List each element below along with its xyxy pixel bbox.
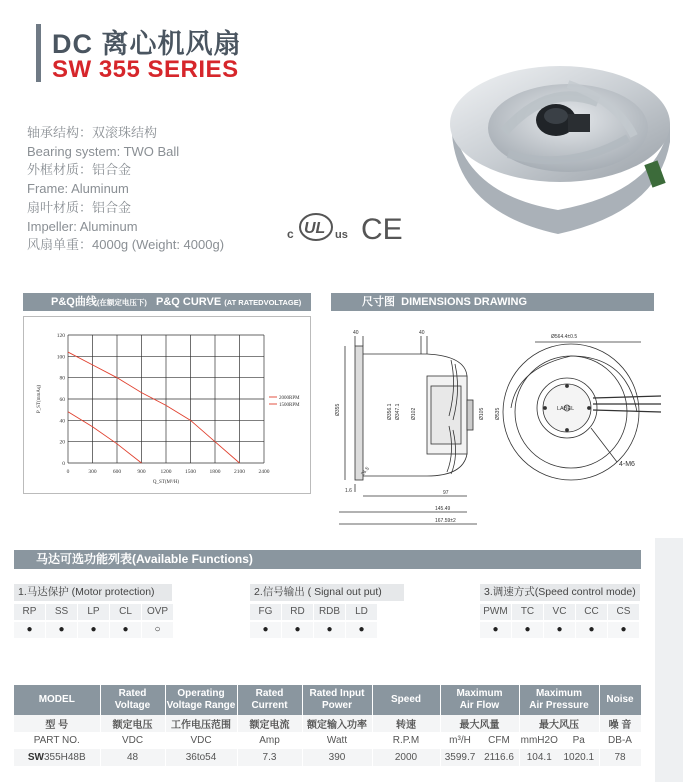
td-speed: 2000	[372, 749, 440, 766]
func-label: RP	[14, 604, 45, 620]
func-mark: ●	[346, 622, 377, 638]
pq-title-cn: P&Q曲线	[51, 296, 97, 308]
func-cell	[78, 604, 109, 638]
spec-impeller-en: Impeller: Aluminum	[27, 218, 138, 234]
spec-frame-cn: 外框材质：铝合金	[27, 162, 132, 178]
td-model	[14, 749, 100, 766]
td-unit: VDC	[165, 732, 237, 749]
spec-bearing-en: Bearing system: TWO Ball	[27, 143, 180, 159]
th-noise	[599, 685, 641, 715]
x-tick-label: 1800	[209, 469, 221, 475]
func-mark: ●	[282, 622, 313, 638]
dim-label-40a: 40	[353, 330, 359, 336]
func-cell	[512, 604, 543, 638]
td-unit-pressure	[519, 732, 599, 749]
spec-bearing-cn: 轴承结构：双滚珠结构	[27, 125, 158, 140]
th-noise-text: Noise	[606, 694, 634, 705]
func-mark: ●	[110, 622, 141, 638]
dim-label-105: Ø105	[479, 407, 485, 420]
x-tick-label: 2100	[234, 469, 245, 475]
fan-product-image	[438, 62, 678, 242]
func-label: OVP	[142, 604, 173, 620]
func-label: PWM	[480, 604, 511, 620]
td-cn: 额定电压	[100, 715, 165, 732]
dim-label-102: Ø102	[411, 407, 417, 420]
x-tick-label: 1200	[160, 469, 172, 475]
td-cn: 最大风量	[440, 715, 519, 732]
th-air-flow	[440, 685, 519, 715]
pq-curve-section-bar	[23, 293, 311, 311]
x-tick-label: 900	[137, 469, 146, 475]
motor-protection-grid	[14, 604, 174, 638]
dim-label-16: 1.6	[345, 488, 352, 494]
func-label: FG	[250, 604, 281, 620]
func-cell	[250, 604, 281, 638]
func-cell	[346, 604, 377, 638]
th-speed	[372, 685, 440, 715]
func-label: SS	[46, 604, 77, 620]
func-label: TC	[512, 604, 543, 620]
title-accent-bar	[36, 24, 41, 82]
func-label: LP	[78, 604, 109, 620]
y-tick-label: 40	[59, 418, 65, 425]
func-cell	[576, 604, 607, 638]
dim-label-40b: 40	[419, 330, 425, 336]
pq-title-cn-note: (在额定电压下)	[96, 298, 147, 307]
func-mark: ●	[78, 622, 109, 638]
func-cell	[480, 604, 511, 638]
func-label: CS	[608, 604, 639, 620]
ul-mark: UL	[304, 220, 326, 237]
td-cn: 噪 音	[599, 715, 641, 732]
dim-label-14549: 145.49	[435, 506, 451, 512]
side-decoration-strip	[655, 538, 683, 782]
x-axis-label: Q_ST(M³/H)	[152, 480, 180, 485]
dimensions-section-bar	[331, 293, 654, 311]
func-cell	[608, 604, 639, 638]
dim-label-265: 26.5	[359, 465, 371, 478]
spec-list	[27, 124, 287, 255]
dim-label-535: Ø535	[495, 407, 501, 420]
th-rated-voltage	[100, 685, 165, 715]
dim-label-4m6: 4-M6	[619, 461, 635, 468]
y-axis-label: P_ST(mmAq)	[37, 384, 42, 414]
td-current: 7.3	[237, 749, 302, 766]
y-tick-label: 80	[59, 375, 65, 382]
x-tick-label: 1500	[185, 469, 196, 475]
ul-c-mark: c	[287, 227, 294, 241]
td-cn: 型 号	[14, 715, 100, 732]
td-unit: Watt	[302, 732, 372, 749]
td-unit: PART NO.	[14, 732, 100, 749]
func-label: CC	[576, 604, 607, 620]
func-cell	[14, 604, 45, 638]
pq-title-en: P&Q CURVE	[156, 296, 222, 308]
td-flow	[440, 749, 519, 766]
th-speed-text: Speed	[390, 694, 421, 705]
signal-output-grid	[250, 604, 378, 638]
td-voltage: 48	[100, 749, 165, 766]
speed-control-title: 3.调速方式(Speed control mode)	[480, 584, 640, 601]
pq-title-en-note: (AT RATEDVOLTAGE)	[224, 298, 302, 307]
ul-us-mark: us	[335, 229, 348, 241]
pressure-pa: 1020.1	[563, 752, 595, 763]
td-range: 36to54	[165, 749, 237, 766]
func-mark: ●	[576, 622, 607, 638]
dim-title-cn: 尺寸图	[362, 296, 395, 308]
dim-label-5644: Ø564.4±0.5	[551, 334, 578, 340]
th-air-flow-text: Maximum Air Flow	[456, 688, 503, 711]
dim-label-label: LABEL	[557, 406, 575, 412]
x-tick-label: 300	[88, 469, 97, 475]
dim-label-97: 97	[443, 490, 449, 496]
ce-mark: CE	[361, 213, 403, 244]
spec-frame-en: Frame: Aluminum	[27, 181, 129, 197]
dim-label-3561: Ø356.1	[387, 403, 393, 420]
y-tick-label: 0	[62, 461, 65, 467]
legend-label: 1500RPM	[279, 403, 300, 408]
x-tick-label: 2400	[258, 469, 270, 475]
model-number: 355H48B	[43, 752, 86, 763]
func-mark: ●	[14, 622, 45, 638]
dim-label-355: Ø355	[335, 403, 341, 416]
legend-label: 2000RPM	[279, 396, 300, 401]
th-air-pressure	[519, 685, 599, 715]
unit-mmh2o: mmH2O	[520, 735, 558, 746]
func-mark: ●	[314, 622, 345, 638]
functions-section-bar: 马达可选功能列表(Available Functions)	[14, 550, 641, 569]
unit-cfm: CFM	[488, 735, 510, 746]
table-unit-row	[14, 732, 641, 749]
dim-title-en: DIMENSIONS DRAWING	[401, 296, 528, 308]
func-cell	[110, 604, 141, 638]
series-line-2000RPM	[68, 352, 240, 463]
th-voltage-range	[165, 685, 237, 715]
func-label: RD	[282, 604, 313, 620]
func-cell	[544, 604, 575, 638]
th-model	[14, 685, 100, 715]
td-cn: 额定电流	[237, 715, 302, 732]
model-prefix: SW	[27, 752, 44, 763]
dimensions-drawing	[331, 316, 661, 531]
td-cn: 额定输入功率	[302, 715, 372, 732]
unit-m3h: m³/H	[449, 735, 471, 746]
td-noise: 78	[599, 749, 641, 766]
td-unit: Amp	[237, 732, 302, 749]
th-input-power-text: Rated Input Power	[309, 688, 365, 711]
td-unit-flow	[440, 732, 519, 749]
y-tick-label: 60	[59, 397, 65, 403]
func-label: LD	[346, 604, 377, 620]
td-unit: R.P.M	[372, 732, 440, 749]
th-rated-current-text: Rated Current	[251, 688, 288, 711]
func-cell	[142, 604, 173, 638]
td-unit: VDC	[100, 732, 165, 749]
th-voltage-range-text: Operating Voltage Range	[166, 688, 236, 711]
pressure-mmh2o: 104.1	[526, 752, 552, 763]
pq-chart	[23, 316, 311, 494]
table-row	[14, 749, 641, 766]
func-cell	[46, 604, 77, 638]
func-mark: ●	[480, 622, 511, 638]
func-label: VC	[544, 604, 575, 620]
func-mark: ●	[544, 622, 575, 638]
func-mark: ●	[46, 622, 77, 638]
func-cell	[314, 604, 345, 638]
model-spec-table	[14, 685, 642, 766]
signal-output-title: 2.信号输出 ( Signal out put)	[250, 584, 404, 601]
unit-pa: Pa	[572, 735, 585, 746]
pq-chart-svg	[24, 317, 310, 493]
table-cn-row	[14, 715, 641, 732]
dim-label-16759: 167.59±2	[435, 518, 456, 524]
func-mark: ○	[142, 622, 173, 638]
y-tick-label: 100	[56, 354, 65, 361]
table-header-row	[14, 685, 641, 715]
td-unit: DB-A	[599, 732, 641, 749]
th-input-power	[302, 685, 372, 715]
series-title: SW 355 SERIES	[52, 56, 239, 83]
y-tick-label: 120	[56, 333, 65, 339]
th-air-pressure-text: Maximum Air Pressure	[529, 688, 589, 711]
speed-control-grid	[480, 604, 640, 638]
func-label: RDB	[314, 604, 345, 620]
th-rated-current	[237, 685, 302, 715]
td-cn: 工作电压范围	[165, 715, 237, 732]
x-tick-label: 0	[66, 469, 70, 475]
func-mark: ●	[608, 622, 639, 638]
x-tick-label: 600	[112, 469, 122, 475]
y-tick-label: 20	[59, 439, 65, 446]
page-title: DC 离心机风扇	[52, 29, 242, 59]
spec-weight: 风扇单重：4000g (Weight: 4000g)	[27, 237, 225, 253]
func-cell	[282, 604, 313, 638]
motor-protection-title: 1.马达保护 (Motor protection)	[14, 584, 172, 601]
func-label: CL	[110, 604, 141, 620]
spec-impeller-cn: 扇叶材质：铝合金	[27, 199, 132, 215]
func-mark: ●	[512, 622, 543, 638]
ce-certification-icon	[360, 210, 406, 244]
flow-m3h: 3599.7	[444, 752, 476, 763]
flow-cfm: 2116.6	[484, 752, 514, 763]
dim-label-3471: Ø347.1	[395, 403, 401, 420]
td-cn: 转速	[372, 715, 440, 732]
func-mark: ●	[250, 622, 281, 638]
td-pressure	[519, 749, 599, 766]
td-power: 390	[302, 749, 372, 766]
th-model-text: MODEL	[38, 694, 75, 705]
ul-certification-icon	[285, 210, 355, 244]
series-line-1500RPM	[68, 412, 142, 463]
th-rated-voltage-text: Rated Voltage	[114, 688, 151, 711]
td-cn: 最大风压	[519, 715, 599, 732]
